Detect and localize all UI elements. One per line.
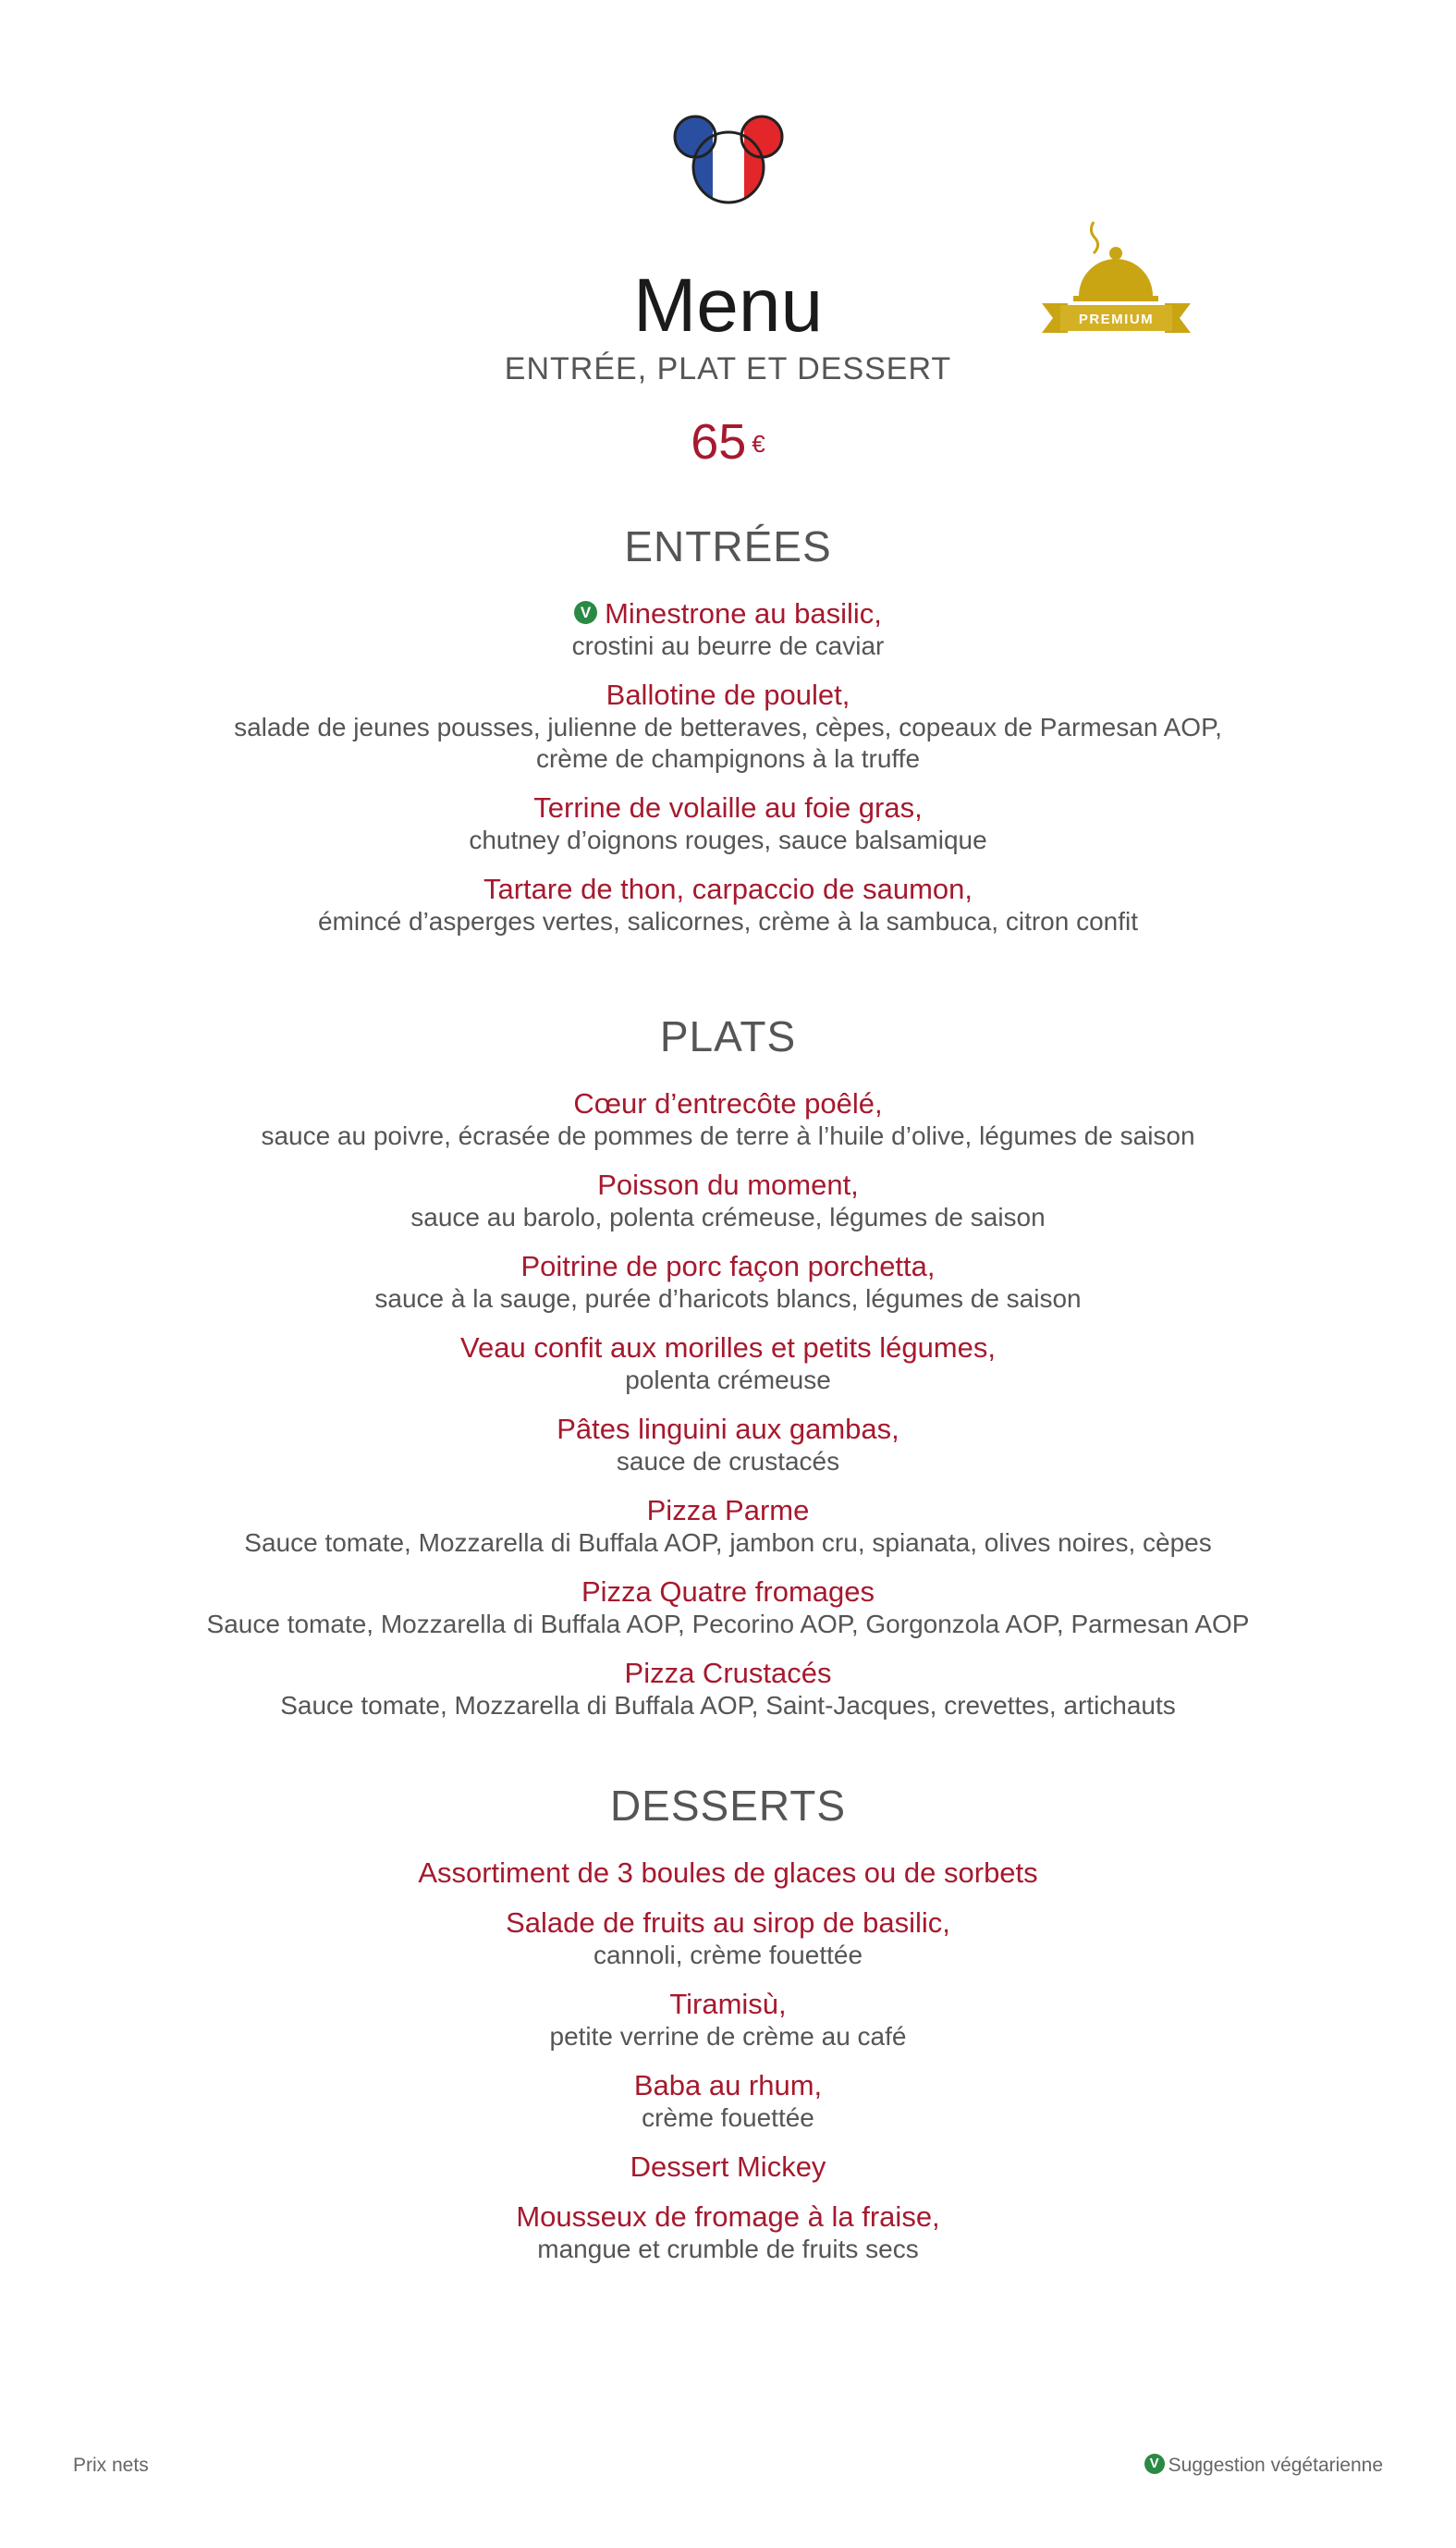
menu-item-name — [0, 1856, 1456, 1890]
menu-item-name — [0, 1657, 1456, 1690]
menu-item-name-text: Pâtes linguini aux gambas, — [557, 1413, 899, 1445]
section-plats — [0, 1013, 1456, 1738]
vegetarian-icon: V — [574, 601, 597, 624]
menu-item — [0, 597, 1456, 662]
menu-item-description: sauce à la sauge, purée d’haricots blancs, légumes de saison — [374, 1284, 1082, 1313]
menu-item-name — [0, 873, 1456, 906]
menu-item — [0, 1988, 1456, 2052]
menu-item — [0, 2200, 1456, 2265]
menu-item-name-text: Tiramisù, — [669, 1988, 787, 2020]
menu-item-description: petite verrine de crème au café — [549, 2022, 907, 2051]
menu-item-description: Sauce tomate, Mozzarella di Buffala AOP, jambon cru, spianata, olives noires, cèpes — [244, 1528, 1212, 1557]
footer-veg-legend — [1144, 2455, 1383, 2477]
menu-item-name — [0, 791, 1456, 825]
menu-item-name-text: Dessert Mickey — [630, 2150, 826, 2183]
menu-item-name — [0, 1169, 1456, 1202]
menu-item-name-text: Tartare de thon, carpaccio de saumon, — [483, 873, 973, 905]
menu-item — [0, 791, 1456, 856]
menu-item-name — [0, 2150, 1456, 2184]
section-entrees — [0, 523, 1456, 954]
menu-item-name — [0, 2200, 1456, 2234]
menu-item-name — [0, 2069, 1456, 2102]
menu-item — [0, 873, 1456, 937]
mickey-flag-logo-icon — [672, 114, 785, 206]
menu-item-name-text: Mousseux de fromage à la fraise, — [516, 2200, 940, 2233]
menu-item-description: sauce au poivre, écrasée de pommes de terre à l’huile d’olive, légumes de saison — [261, 1121, 1195, 1150]
menu-item-description: sauce de crustacés — [616, 1447, 840, 1476]
menu-item — [0, 1087, 1456, 1152]
menu-item-name-text: Baba au rhum, — [633, 2069, 823, 2101]
menu-item-name-text: Poisson du moment, — [597, 1169, 859, 1201]
menu-item-name-text: Ballotine de poulet, — [606, 679, 850, 711]
menu-item-description: mangue et crumble de fruits secs — [537, 2235, 919, 2263]
menu-title: Menu — [632, 263, 824, 348]
price-value: 65 — [691, 414, 747, 470]
menu-item — [0, 1494, 1456, 1559]
footer-veg-label: Suggestion végétarienne — [1168, 2455, 1383, 2476]
menu-item — [0, 1413, 1456, 1477]
menu-item-name-text: Minestrone au basilic, — [605, 597, 882, 630]
section-title-plats: PLATS — [659, 1012, 797, 1060]
footer-prix-nets: Prix nets — [73, 2455, 149, 2476]
menu-item-name — [0, 679, 1456, 712]
section-title-entrees: ENTRÉES — [624, 522, 832, 570]
menu-item-name-text: Pizza Crustacés — [624, 1657, 832, 1689]
menu-item-name — [0, 1087, 1456, 1121]
menu-item — [0, 2069, 1456, 2134]
menu-item — [0, 1169, 1456, 1233]
vegetarian-icon: V — [1144, 2454, 1165, 2474]
menu-item-name — [0, 597, 1456, 631]
menu-item-description: chutney d’oignons rouges, sauce balsamique — [469, 826, 987, 854]
menu-item-description: crème fouettée — [642, 2103, 814, 2132]
menu-item-description: cannoli, crème fouettée — [593, 1941, 863, 1969]
menu-item — [0, 2150, 1456, 2184]
section-title-desserts: DESSERTS — [609, 1782, 847, 1830]
menu-item-name — [0, 1494, 1456, 1527]
menu-item-description: émincé d’asperges vertes, salicornes, crème à la sambuca, citron confit — [317, 907, 1139, 936]
menu-item — [0, 1906, 1456, 1971]
menu-item-description: Sauce tomate, Mozzarella di Buffala AOP, Saint-Jacques, crevettes, artichauts — [280, 1691, 1176, 1720]
menu-item — [0, 679, 1456, 775]
menu-item-name — [0, 1331, 1456, 1365]
menu-price — [0, 414, 1456, 470]
menu-item-name-text: Assortiment de 3 boules de glaces ou de sorbets — [418, 1856, 1038, 1889]
menu-item — [0, 1575, 1456, 1640]
premium-badge-label: PREMIUM — [1078, 312, 1155, 327]
menu-item-name-text: Cœur d’entrecôte poêlé, — [573, 1087, 883, 1120]
menu-item-name — [0, 1575, 1456, 1609]
menu-item-description: salade de jeunes pousses, julienne de betteraves, cèpes, copeaux de Parmesan AOP, — [234, 713, 1222, 741]
menu-item — [0, 1250, 1456, 1315]
menu-item-description: crostini au beurre de caviar — [571, 631, 885, 660]
menu-item — [0, 1856, 1456, 1890]
menu-item-name-text: Poitrine de porc façon porchetta, — [520, 1250, 936, 1282]
menu-item-name-text: Salade de fruits au sirop de basilic, — [506, 1906, 950, 1939]
menu-item-name — [0, 1906, 1456, 1940]
menu-item-name — [0, 1413, 1456, 1446]
menu-item-name — [0, 1988, 1456, 2021]
menu-item-description: Sauce tomate, Mozzarella di Buffala AOP, Pecorino AOP, Gorgonzola AOP, Parmesan AOP — [206, 1610, 1250, 1638]
menu-item-description: crème de champignons à la truffe — [535, 744, 921, 773]
menu-item-name-text: Pizza Quatre fromages — [581, 1575, 875, 1608]
menu-item-description: sauce au barolo, polenta crémeuse, légumes de saison — [410, 1203, 1046, 1231]
price-currency: € — [752, 430, 765, 458]
menu-item-description: polenta crémeuse — [625, 1366, 831, 1394]
menu-subtitle: ENTRÉE, PLAT ET DESSERT — [504, 351, 952, 386]
menu-item-name-text: Pizza Parme — [646, 1494, 810, 1526]
menu-item-name-text: Terrine de volaille au foie gras, — [533, 791, 923, 824]
menu-item — [0, 1331, 1456, 1396]
menu-item-name-text: Veau confit aux morilles et petits légumes, — [460, 1331, 996, 1364]
menu-item — [0, 1657, 1456, 1721]
section-desserts — [0, 1782, 1456, 2282]
menu-item-name — [0, 1250, 1456, 1283]
